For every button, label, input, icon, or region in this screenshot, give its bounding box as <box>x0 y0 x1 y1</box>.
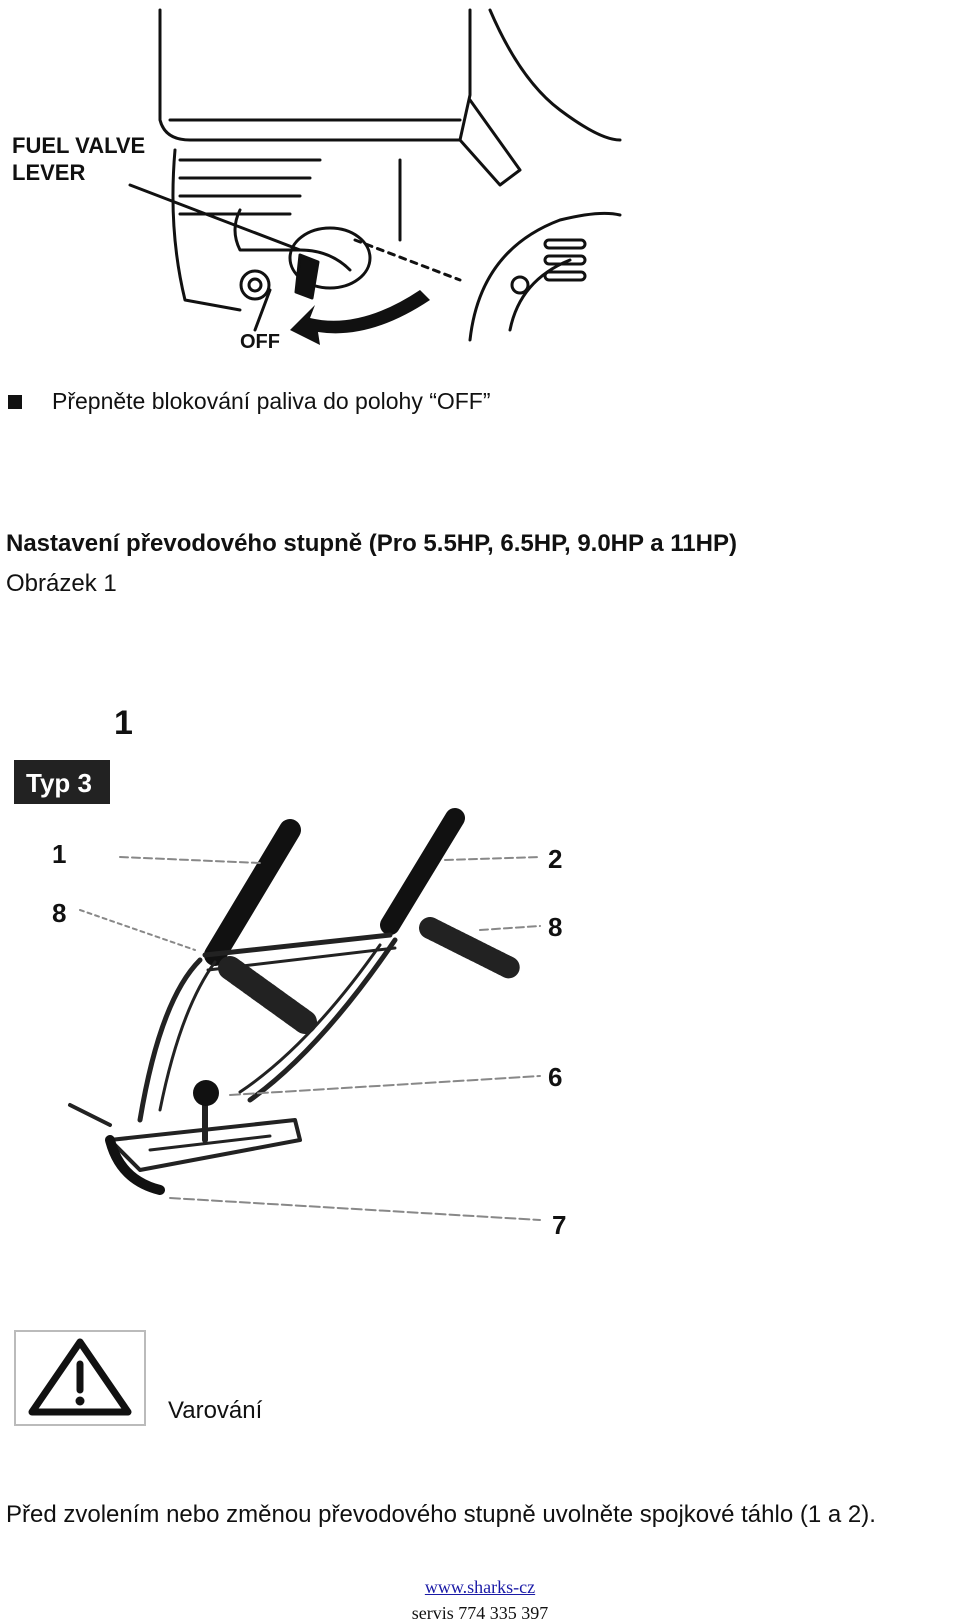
figure-caption: Obrázek 1 <box>6 570 117 597</box>
warning-icon-frame <box>14 1330 146 1426</box>
warning-label: Varování <box>168 1397 263 1424</box>
warning-triangle-icon <box>16 1332 144 1424</box>
footer-service: servis 774 335 397 <box>411 1603 549 1623</box>
callout-right-2: 2 <box>548 844 563 874</box>
instruction-text: Přepněte blokování paliva do polohy “OFF” <box>52 388 491 414</box>
callout-left-1: 1 <box>52 839 67 869</box>
section-heading: Nastavení převodového stupně (Pro 5.5HP, 6.5HP, 9.0HP a 11HP) <box>6 530 737 557</box>
callout-right-7: 7 <box>552 1210 567 1240</box>
fuel-valve-illustration <box>0 0 640 360</box>
off-label: OFF <box>240 331 280 353</box>
callout-right-8: 8 <box>548 912 563 942</box>
callout-left-8: 8 <box>52 898 67 928</box>
warning-text: Před zvolením nebo změnou převodového stupně uvolněte spojkové táhlo (1 a 2). <box>6 1501 876 1528</box>
fuel-valve-label-line1: FUEL VALVE <box>12 133 146 158</box>
instruction-item <box>8 388 491 415</box>
type-badge-label: Typ 3 <box>26 768 92 798</box>
square-bullet-icon <box>8 395 22 409</box>
figure-number-1: 1 <box>114 704 133 742</box>
footer-link[interactable]: www.sharks-cz <box>424 1577 536 1597</box>
callout-right-6: 6 <box>548 1062 563 1092</box>
gear-handle-illustration <box>0 700 600 1300</box>
fuel-valve-label-line2: LEVER <box>12 160 86 185</box>
